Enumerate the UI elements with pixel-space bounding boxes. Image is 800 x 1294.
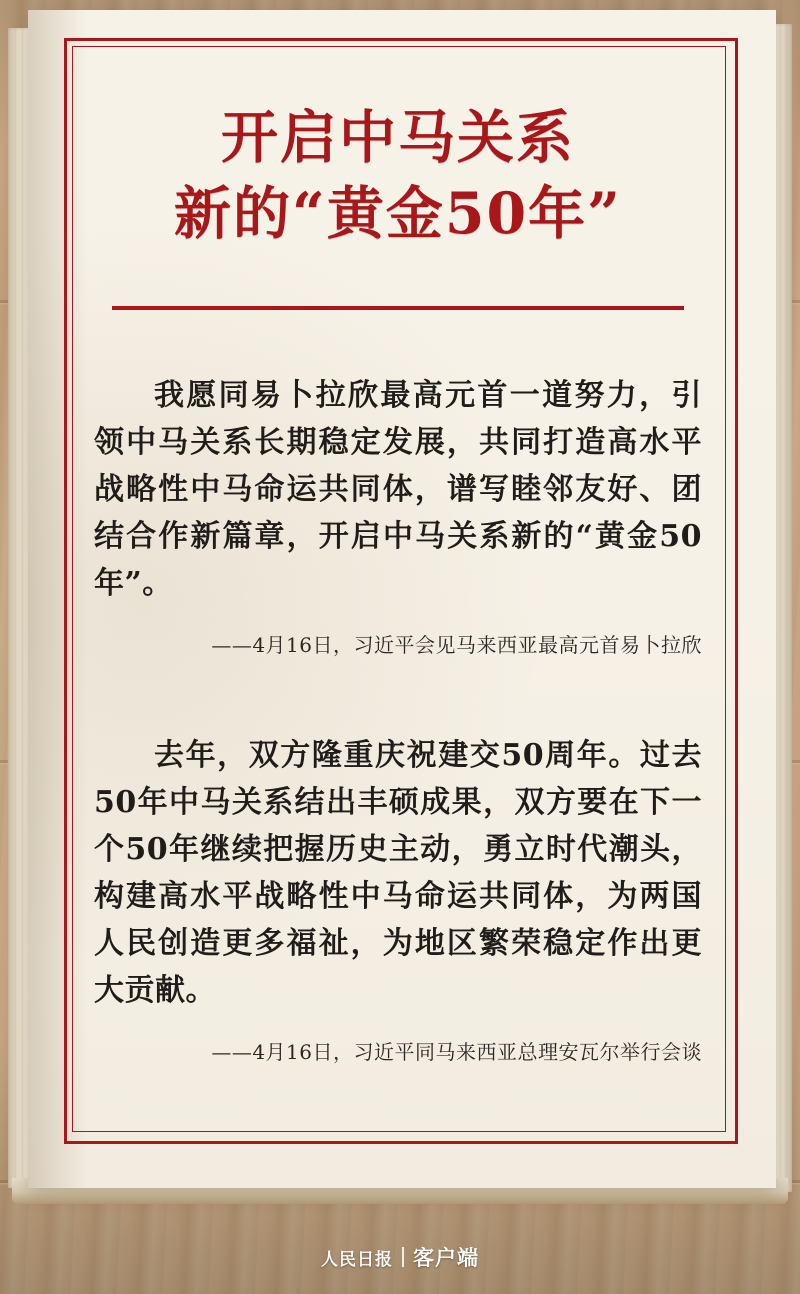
quote-source-1: ——4月16日，习近平会见马来西亚最高元首易卜拉欣	[211, 633, 702, 657]
rmrb-logo-mark	[321, 1242, 479, 1272]
footer-app-label: 客户端	[413, 1246, 479, 1270]
open-book	[8, 0, 792, 1216]
quote-text-2: 去年，双方隆重庆祝建交50周年。过去50年中马关系结出丰硕成果，双方要在下一个50年继续把握历史主动，勇立时代潮头，构建高水平战略性中马命运共同体，为两国人民创造更多福祉，为地区繁荣稳定作出更大贡献。	[94, 738, 702, 1008]
rmrb-logo-text: 人民日报	[321, 1249, 393, 1270]
poster-title-line2: 新的“黄金50年”	[174, 180, 622, 247]
quote-text-1: 我愿同易卜拉欣最高元首一道努力，引领中马关系长期稳定发展，共同打造高水平战略性中马命运共同体，谱写睦邻友好、团结合作新篇章，开启中马关系新的“黄金50年”。	[94, 378, 702, 601]
title-divider-rule	[112, 306, 684, 310]
quote-block-2	[88, 732, 708, 1065]
poster-page	[28, 10, 776, 1188]
quote-source-2: ——4月16日，习近平同马来西亚总理安瓦尔举行会谈	[211, 1040, 702, 1064]
poster-title-line1: 开启中马关系	[221, 104, 575, 171]
footer-branding	[0, 1242, 800, 1272]
poster-content	[88, 70, 708, 1110]
footer-divider	[402, 1247, 404, 1267]
quote-block-1	[88, 372, 708, 658]
